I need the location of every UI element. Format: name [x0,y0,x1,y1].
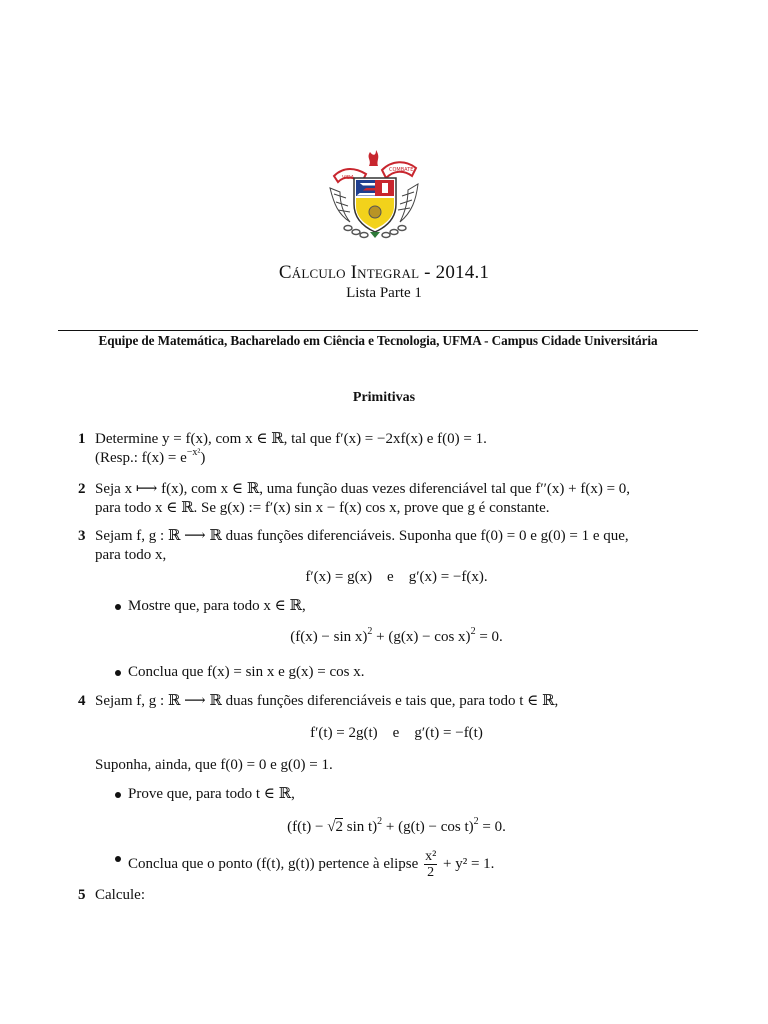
team-line: Equipe de Matemática, Bacharelado em Ciência e Tecnologia, UFMA - Campus Cidade Universitária [58,330,698,349]
problem-2-line-2: para todo x ∈ ℝ. Se g(x) := f′(x) sin x − f(x) cos x, prove que g é constante. [95,500,550,516]
problem-number: 1 [78,431,86,447]
problem-4-line-2: Suponha, ainda, que f(0) = 0 e g(0) = 1. [95,757,333,773]
problem-number: 4 [78,693,86,709]
page-title [0,262,768,284]
problem-3-bullet-2: Conclua que f(x) = sin x e g(x) = cos x. [95,663,698,682]
problem-number: 5 [78,887,86,903]
problem-3-line-2: para todo x, [95,547,167,563]
problem-4-bullet-2: Conclua que o ponto (f(t), g(t)) pertence à elipse $\frac{\text{x²}}{2}$ + y² = 1. [95,849,698,880]
section-title: Primitivas [352,390,416,405]
problem-3-line-1: Sejam f, g : ℝ ⟶ ℝ duas funções diferenciáveis. Suponha que f(0) = 0 e g(0) = 1 e que, [95,528,629,544]
problem-2-line-1: Seja x ⟼ f(x), com x ∈ ℝ, uma função duas vezes diferenciável tal que f′′(x) + f(x) = 0, [95,481,631,497]
title-term: - 2014.1 [419,262,490,283]
problem-5-line-1: Calcule: [95,887,145,903]
problem-5 [78,886,698,905]
banner-right-text: COMBATE [389,167,414,173]
problem-number: 2 [78,481,86,497]
problem-4 [78,692,698,880]
banner-left-text: VIDA [342,175,355,181]
problem-4-bullet-1: Prove que, para todo t ∈ ℝ, [95,785,698,804]
ellipse-fraction: $\frac{\text{x²}}{2}$ [425,849,437,880]
problem-4-equation-2: (f(t) − √2 $\sin t)^2 + (g(t) - \cos t)^2 = 0$. [287,816,506,835]
problem-4-equation-1: f′(t) = 2g(t) e g′(t) = −f(t) [310,725,483,741]
problem-number: 3 [78,528,86,544]
title-main: Cálculo Integral [278,262,420,283]
problem-3-bullet-1: Mostre que, para todo x ∈ ℝ, [95,597,698,616]
problem-3 [78,527,698,682]
page-subtitle: Lista Parte 1 [346,285,422,301]
problem-3-equation-1: f′(x) = g(x) e g′(x) = −f(x). [305,569,488,585]
problem-2 [78,480,698,518]
problem-4-line-1: Sejam f, g : ℝ ⟶ ℝ duas funções diferenciáveis e tais que, para todo t ∈ ℝ, [95,693,559,709]
problem-1 [78,430,698,468]
problem-3-equation-2: $(f(x) - \sin x)^2 + (g(x) - \cos x)^2 = 0$. [290,626,503,645]
problem-1-answer: (Resp.: $f(x) = e^{-x^2}$) [95,447,206,466]
problem-1-statement: Determine y = f(x), com x ∈ ℝ, tal que f′(x) = −2xf(x) e f(0) = 1. [95,431,487,447]
title-block [0,262,768,302]
ufma-emblem [326,148,422,240]
problem-list [78,428,698,905]
